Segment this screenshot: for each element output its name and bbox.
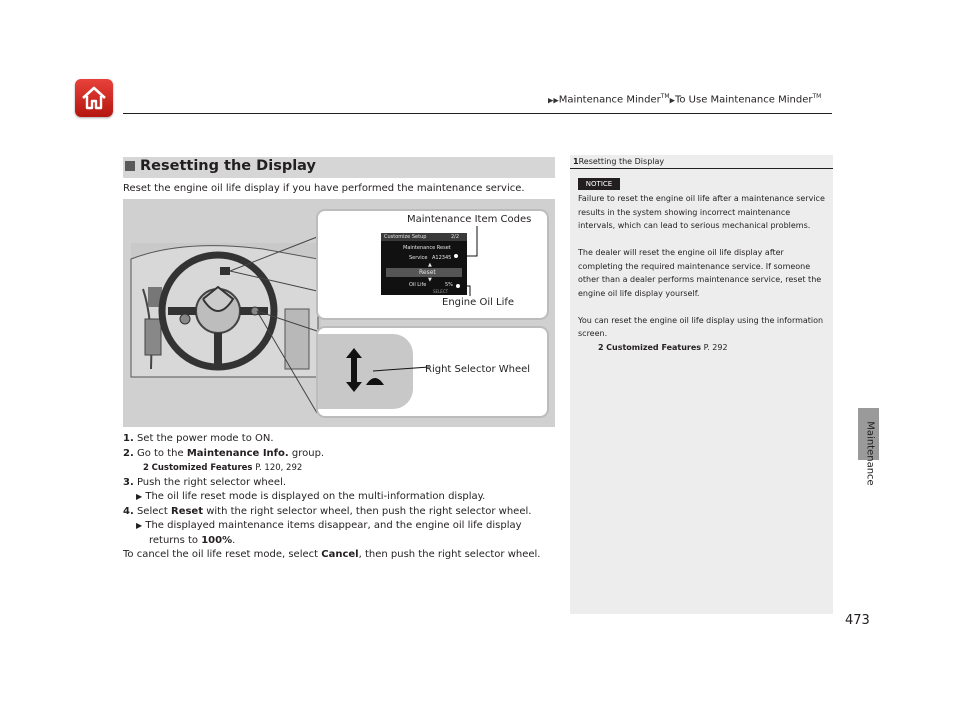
step-3: 3. Push the right selector wheel.	[123, 476, 287, 488]
screen-reset-option[interactable]: Reset	[419, 269, 436, 276]
breadcrumb: ▶▶Maintenance Minder™▶To Use Maintenance Minder™	[548, 93, 822, 106]
selector-wheel-icon	[365, 374, 385, 386]
step-2: 2. Go to the Maintenance Info. group.	[123, 447, 325, 459]
step-4-result-cont: returns to 100%.	[149, 534, 236, 546]
screen-header: Customize Setup	[384, 234, 427, 240]
cancel-instruction: To cancel the oil life reset mode, select Cancel, then push the right selector wheel.	[123, 549, 541, 560]
intro-text: Reset the engine oil life display if you have performed the maintenance service.	[123, 183, 525, 194]
up-down-arrow-icon	[344, 348, 364, 392]
sidebar-body	[578, 192, 828, 354]
screen-page: 2/2	[451, 234, 460, 240]
section-title: Resetting the Display	[140, 158, 316, 174]
step-2-reference[interactable]: 2 Customized Features P. 120, 292	[143, 463, 303, 473]
section-square-icon	[125, 161, 135, 171]
page-number: 473	[845, 613, 870, 628]
step-1: 1. Set the power mode to ON.	[123, 433, 274, 444]
screen-oil-label: Oil Life	[409, 282, 427, 288]
header-rule	[123, 113, 832, 114]
notice-badge: NOTICE	[578, 178, 620, 190]
sidebar-rule	[570, 168, 833, 169]
breadcrumb-item-maintenance-minder[interactable]: Maintenance Minder	[558, 94, 661, 106]
screen-footer: SELECT	[433, 289, 449, 294]
step-3-result: ▶ The oil life reset mode is displayed on the multi-information display.	[136, 491, 486, 502]
sidebar-heading: 1Resetting the Display	[573, 157, 665, 166]
home-icon	[80, 84, 108, 112]
screen-service-label: Service	[409, 255, 428, 261]
section-heading-bar	[123, 157, 555, 178]
label-engine-oil-life: Engine Oil Life	[442, 297, 515, 308]
step-4-result: ▶ The displayed maintenance items disappear, and the engine oil life display	[136, 520, 522, 531]
leader-lines	[420, 220, 540, 330]
sidebar-paragraph-1: Failure to reset the engine oil life after a maintenance service results in the system showing incorrect maintenance intervals, which can lead to serious mechanical problems.	[578, 194, 825, 230]
reference-arrow-icon: 2	[143, 463, 149, 473]
result-arrow-icon: ▶	[136, 521, 143, 530]
procedure-steps	[123, 432, 540, 563]
breadcrumb-item-to-use[interactable]: To Use Maintenance Minder	[674, 94, 813, 106]
reference-arrow-icon: 2	[598, 342, 604, 352]
result-arrow-icon: ▶	[136, 492, 143, 501]
sidebar-paragraph-2: The dealer will reset the engine oil life display after completing the required maintenance service. If someone other than a dealer performs maintenance service, reset the engine oil life display yourself.	[578, 248, 822, 298]
home-button[interactable]	[75, 79, 113, 117]
screen-title: Maintenance Reset	[403, 245, 451, 251]
screen-service-codes: A12345	[432, 255, 452, 261]
step-4: 4. Select Reset with the right selector wheel, then push the right selector wheel.	[123, 505, 532, 517]
screen-down-arrow-icon: ▼	[428, 277, 432, 283]
chapter-tab-label[interactable]: Maintenance	[864, 421, 876, 486]
label-maintenance-item-codes: Maintenance Item Codes	[407, 214, 532, 225]
label-right-selector-wheel: Right Selector Wheel	[425, 364, 531, 375]
screen-oil-value: 5%	[445, 282, 453, 288]
screen-up-arrow-icon: ▲	[428, 262, 432, 268]
sidebar-paragraph-3: You can reset the engine oil life display using the information screen.	[578, 315, 824, 338]
sidebar-reference[interactable]: 2 Customized Features P. 292	[598, 342, 728, 352]
